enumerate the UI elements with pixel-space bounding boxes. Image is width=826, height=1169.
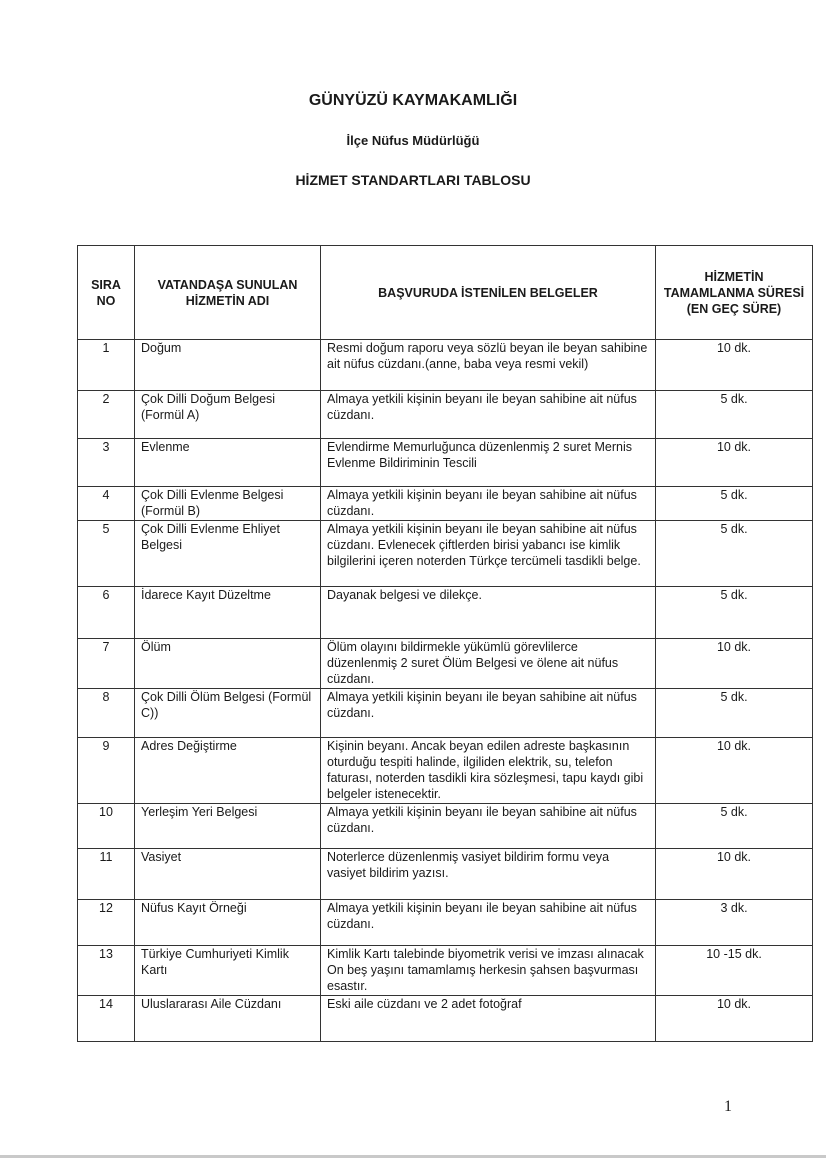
completion-time: 10 -15 dk. xyxy=(656,946,813,996)
service-name: İdarece Kayıt Düzeltme xyxy=(135,587,321,639)
table-header-row xyxy=(78,246,813,340)
required-documents: Eski aile cüzdanı ve 2 adet fotoğraf xyxy=(321,996,656,1042)
completion-time: 5 dk. xyxy=(656,391,813,439)
completion-time: 3 dk. xyxy=(656,900,813,946)
row-number: 12 xyxy=(78,900,135,946)
page-title: GÜNYÜZÜ KAYMAKAMLIĞI xyxy=(308,92,518,109)
service-name: Çok Dilli Evlenme Ehliyet Belgesi xyxy=(135,521,321,587)
row-number: 5 xyxy=(78,521,135,587)
completion-time: 5 dk. xyxy=(656,689,813,738)
required-documents: Kimlik Kartı talebinde biyometrik verisi ve imzası alınacak On beş yaşını tamamlamış herkesin şahsen başvurması esastır. xyxy=(321,946,656,996)
table-row xyxy=(78,487,813,521)
table-row xyxy=(78,946,813,996)
required-documents: Almaya yetkili kişinin beyanı ile beyan sahibine ait nüfus cüzdanı. xyxy=(321,487,656,521)
required-documents: Almaya yetkili kişinin beyanı ile beyan sahibine ait nüfus cüzdanı. xyxy=(321,689,656,738)
table-row xyxy=(78,849,813,900)
service-name: Doğum xyxy=(135,340,321,391)
service-name: Türkiye Cumhuriyeti Kimlik Kartı xyxy=(135,946,321,996)
service-name: Çok Dilli Ölüm Belgesi (Formül C)) xyxy=(135,689,321,738)
table-title: HİZMET STANDARTLARI TABLOSU xyxy=(295,172,531,188)
completion-time: 10 dk. xyxy=(656,340,813,391)
required-documents: Kişinin beyanı. Ancak beyan edilen adreste başkasının oturduğu tespiti halinde, ilgiliden elektrik, su, telefon faturası, noterden tasdikli kira sözleşmesi, tapu kaydı gibi belgeler istenecektir. xyxy=(321,738,656,804)
row-number: 11 xyxy=(78,849,135,900)
completion-time: 5 dk. xyxy=(656,487,813,521)
table-row xyxy=(78,996,813,1042)
service-name: Çok Dilli Doğum Belgesi (Formül A) xyxy=(135,391,321,439)
completion-time: 5 dk. xyxy=(656,587,813,639)
table-row xyxy=(78,587,813,639)
required-documents: Ölüm olayını bildirmekle yükümlü görevlilerce düzenlenmiş 2 suret Ölüm Belgesi ve ölene ait nüfus cüzdanı. xyxy=(321,639,656,689)
completion-time: 5 dk. xyxy=(656,521,813,587)
required-documents: Almaya yetkili kişinin beyanı ile beyan sahibine ait nüfus cüzdanı. xyxy=(321,804,656,849)
column-header-documents: BAŞVURUDA İSTENİLEN BELGELER xyxy=(321,246,656,340)
row-number: 4 xyxy=(78,487,135,521)
required-documents: Resmi doğum raporu veya sözlü beyan ile beyan sahibine ait nüfus cüzdanı.(anne, baba veya resmi vekil) xyxy=(321,340,656,391)
completion-time: 10 dk. xyxy=(656,439,813,487)
table-row xyxy=(78,804,813,849)
row-number: 14 xyxy=(78,996,135,1042)
required-documents: Almaya yetkili kişinin beyanı ile beyan sahibine ait nüfus cüzdanı. xyxy=(321,900,656,946)
required-documents: Noterlerce düzenlenmiş vasiyet bildirim formu veya vasiyet bildirim yazısı. xyxy=(321,849,656,900)
service-name: Ölüm xyxy=(135,639,321,689)
table-row xyxy=(78,521,813,587)
required-documents: Almaya yetkili kişinin beyanı ile beyan sahibine ait nüfus cüzdanı. Evlenecek çiftlerden birisi yabancı ise kimlik bilgilerini içeren noterden Türkçe tercümeli tasdikli belge. xyxy=(321,521,656,587)
table-row xyxy=(78,900,813,946)
column-header-no: SIRA NO xyxy=(78,246,135,340)
scan-edge-divider xyxy=(0,1155,826,1158)
page-subtitle: İlçe Nüfus Müdürlüğü xyxy=(346,133,480,148)
service-standards-table xyxy=(77,245,813,1042)
row-number: 13 xyxy=(78,946,135,996)
completion-time: 5 dk. xyxy=(656,804,813,849)
row-number: 6 xyxy=(78,587,135,639)
row-number: 8 xyxy=(78,689,135,738)
service-name: Uluslararası Aile Cüzdanı xyxy=(135,996,321,1042)
table-row xyxy=(78,340,813,391)
row-number: 3 xyxy=(78,439,135,487)
service-name: Nüfus Kayıt Örneği xyxy=(135,900,321,946)
table-row xyxy=(78,738,813,804)
table-row xyxy=(78,689,813,738)
required-documents: Evlendirme Memurluğunca düzenlenmiş 2 suret Mernis Evlenme Bildiriminin Tescili xyxy=(321,439,656,487)
table-row xyxy=(78,439,813,487)
table-row xyxy=(78,391,813,439)
service-name: Yerleşim Yeri Belgesi xyxy=(135,804,321,849)
service-name: Vasiyet xyxy=(135,849,321,900)
service-name: Evlenme xyxy=(135,439,321,487)
column-header-service-name: VATANDAŞA SUNULAN HİZMETİN ADI xyxy=(135,246,321,340)
completion-time: 10 dk. xyxy=(656,639,813,689)
page-number: 1 xyxy=(724,1098,732,1115)
completion-time: 10 dk. xyxy=(656,738,813,804)
service-name: Adres Değiştirme xyxy=(135,738,321,804)
column-header-completion-time: HİZMETİN TAMAMLANMA SÜRESİ (EN GEÇ SÜRE) xyxy=(656,246,813,340)
row-number: 2 xyxy=(78,391,135,439)
completion-time: 10 dk. xyxy=(656,996,813,1042)
required-documents: Almaya yetkili kişinin beyanı ile beyan sahibine ait nüfus cüzdanı. xyxy=(321,391,656,439)
required-documents: Dayanak belgesi ve dilekçe. xyxy=(321,587,656,639)
table-row xyxy=(78,639,813,689)
row-number: 10 xyxy=(78,804,135,849)
service-name: Çok Dilli Evlenme Belgesi (Formül B) xyxy=(135,487,321,521)
completion-time: 10 dk. xyxy=(656,849,813,900)
row-number: 1 xyxy=(78,340,135,391)
row-number: 9 xyxy=(78,738,135,804)
row-number: 7 xyxy=(78,639,135,689)
